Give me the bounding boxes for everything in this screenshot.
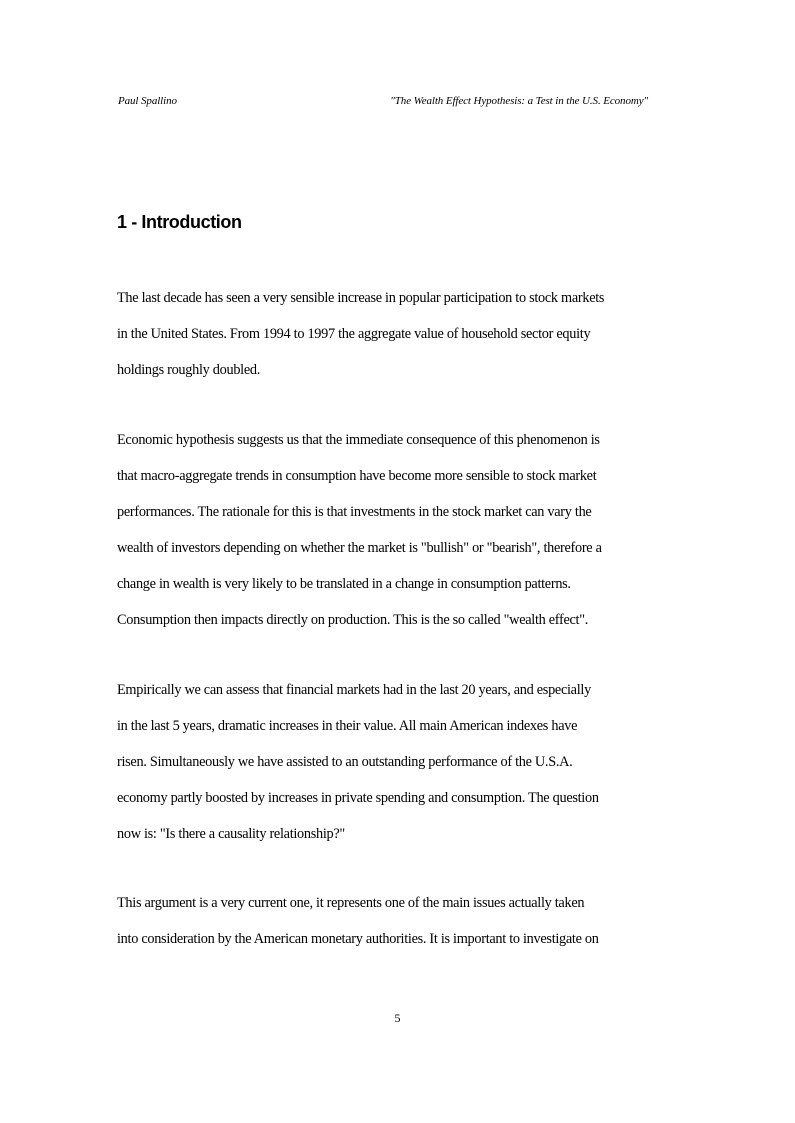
paragraph-3	[117, 680, 647, 860]
text-line: The last decade has seen a very sensible increase in popular participation to stock markets	[117, 290, 605, 306]
page-number: 5	[394, 1011, 401, 1025]
text-line: wealth of investors depending on whether the market is "bullish" or "bearish", therefore a	[117, 540, 602, 556]
text-line: Consumption then impacts directly on production. This is the so called "wealth effect".	[117, 612, 589, 628]
text-line: Empirically we can assess that financial markets had in the last 20 years, and especially	[117, 682, 591, 698]
text-line: This argument is a very current one, it represents one of the main issues actually taken	[117, 895, 585, 911]
running-header-title: "The Wealth Effect Hypothesis: a Test in the U.S. Economy"	[390, 95, 648, 107]
paragraph-1	[117, 288, 647, 396]
text-line: into consideration by the American monetary authorities. It is important to investigate on	[117, 931, 599, 947]
section-title: 1 - Introduction	[117, 212, 242, 232]
text-line: economy partly boosted by increases in private spending and consumption. The question	[117, 790, 599, 806]
text-line: performances. The rationale for this is that investments in the stock market can vary the	[117, 504, 592, 520]
text-line: holdings roughly doubled.	[117, 362, 261, 378]
text-line: now is: "Is there a causality relationship?"	[117, 826, 345, 842]
text-line: in the United States. From 1994 to 1997 the aggregate value of household sector equity	[117, 326, 591, 342]
text-line: Economic hypothesis suggests us that the immediate consequence of this phenomenon is	[117, 432, 600, 448]
text-line: change in wealth is very likely to be translated in a change in consumption patterns.	[117, 576, 571, 592]
text-line: risen. Simultaneously we have assisted to an outstanding performance of the U.S.A.	[117, 754, 573, 770]
text-line: that macro-aggregate trends in consumption have become more sensible to stock market	[117, 468, 597, 484]
text-line: in the last 5 years, dramatic increases in their value. All main American indexes have	[117, 718, 578, 734]
paragraph-2	[117, 430, 647, 646]
paragraph-4	[117, 893, 647, 965]
running-header-author: Paul Spallino	[118, 95, 177, 107]
